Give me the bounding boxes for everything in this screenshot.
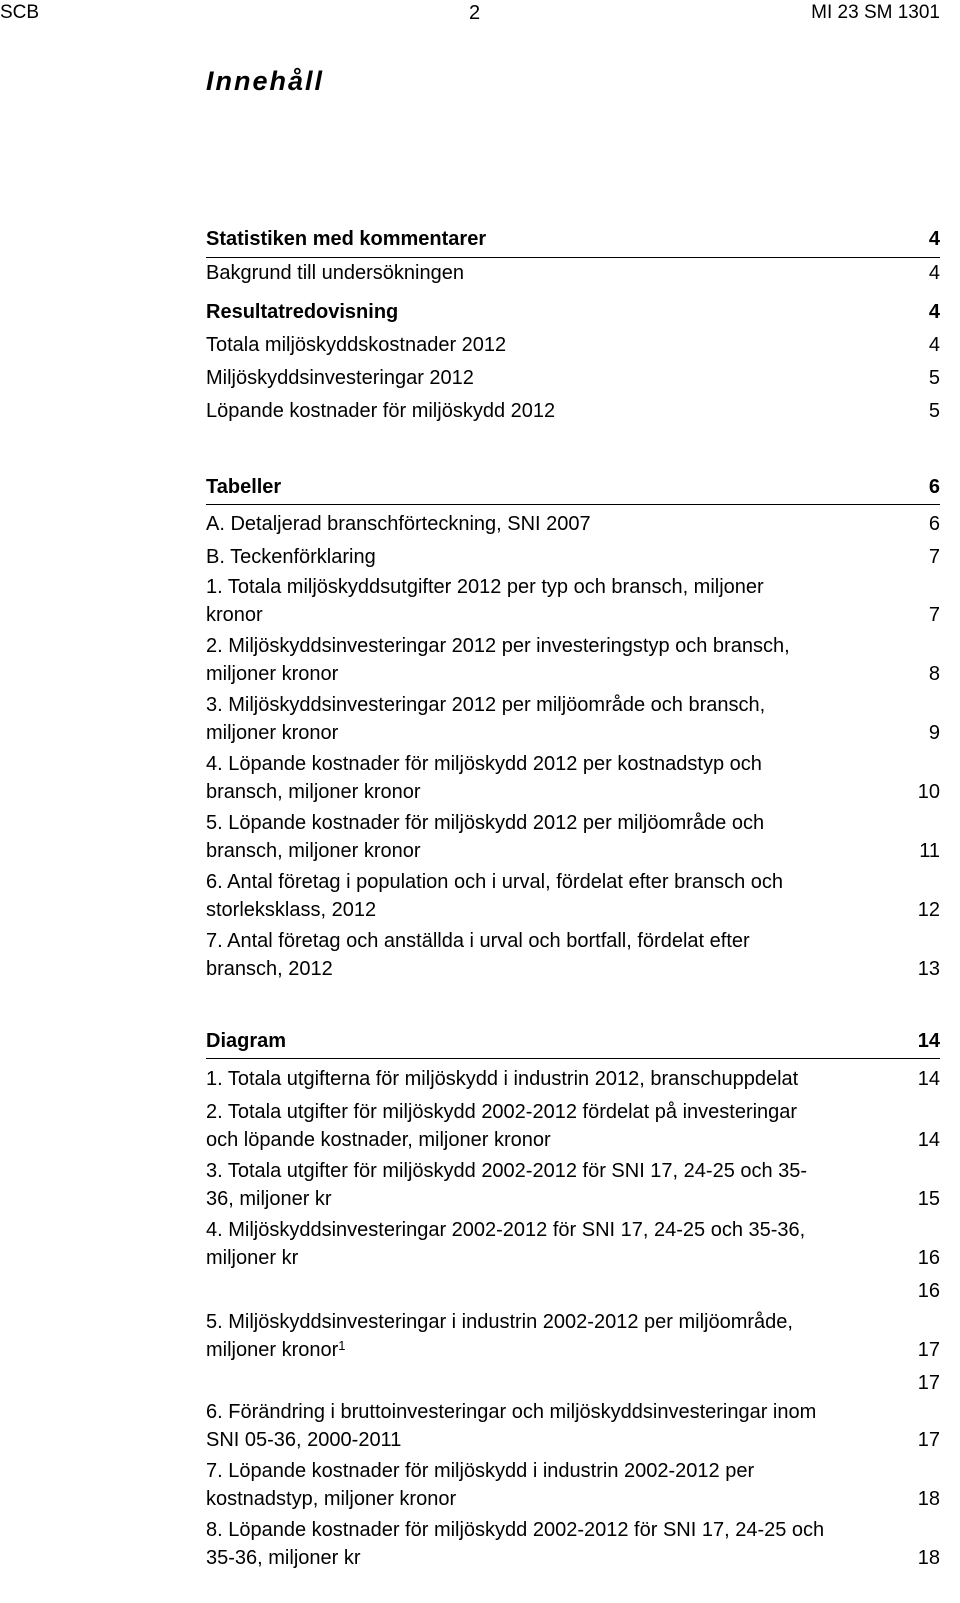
- section-divider: [206, 1058, 940, 1059]
- header-org: SCB: [0, 2, 40, 23]
- header-page-number: 2: [469, 2, 481, 24]
- section-divider: [206, 504, 940, 505]
- header-publication-id: MI 23 SM 1301: [811, 2, 940, 23]
- footnote-marker: 1: [338, 1338, 346, 1353]
- extra-page-number: 16: [917, 1280, 940, 1302]
- section-divider: [206, 257, 940, 258]
- extra-page-number: 17: [917, 1372, 940, 1394]
- page-title: Innehåll: [206, 66, 325, 96]
